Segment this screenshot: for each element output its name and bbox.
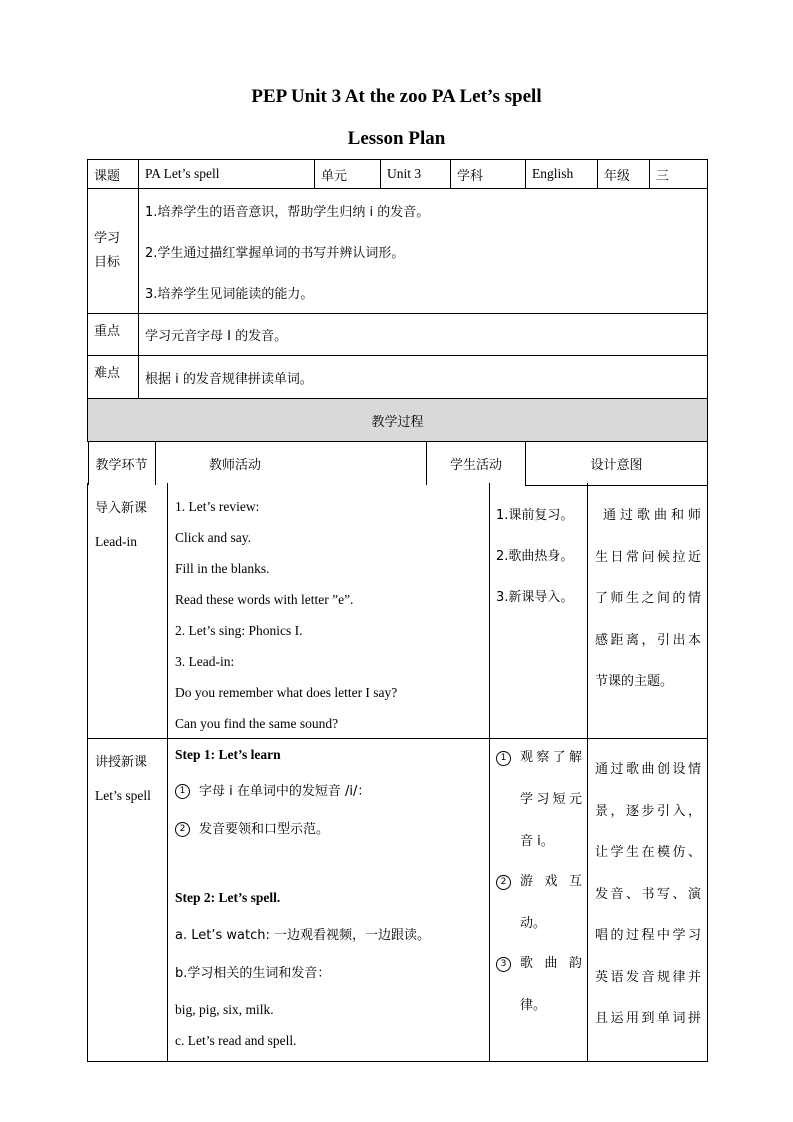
subject-label: 学科 [451, 160, 526, 189]
leadin-student: 1.课前复习。 2.歌曲热身。 3.新课导入。 [496, 508, 574, 605]
col-stage: 教学环节 [88, 442, 155, 485]
process-header-row [88, 399, 708, 442]
leadin-teacher: 1. Let’s review: Click and say. Fill in the blanks. Read these words with letter ”e”. 2. Let’s sing: Phonics I. 3. Lead-in: Do you remember what does letter I say? Can you find the same sound? [175, 499, 398, 731]
leadin-design: 通过歌曲和师 生日常问候拉近 了师生之间的情 感距离，引出本 节课的主题。 [595, 508, 701, 689]
unit-label: 单元 [315, 160, 381, 189]
unit-value: Unit 3 [381, 160, 451, 189]
number-circle-1: 1 [175, 784, 190, 799]
objective-item: 1.培养学生的语音意识，帮助学生归纳 i 的发音。 [145, 205, 430, 220]
objectives-list [139, 189, 708, 314]
subject-value: English [526, 160, 598, 189]
objectives-label: 学习 目标 [88, 189, 139, 314]
teach-stage: 讲授新课 Let’s spell [95, 755, 151, 803]
teach-design: 通过歌曲创设情 景，逐步引入， 让学生在模仿、 发音、书写、演 唱的过程中学习 英语发音规律并 且运用到单词拼 [595, 762, 701, 1026]
info-row [88, 160, 708, 189]
key-point-label: 重点 [88, 314, 139, 356]
topic-label: 课题 [88, 160, 139, 189]
step2-title: Step 2: Let’s spell. [175, 890, 281, 905]
document-subtitle: Lesson Plan [347, 128, 446, 149]
col-teacher: 教师活动 [208, 458, 261, 473]
grade-label: 年级 [598, 160, 650, 189]
col-student: 学生活动 [427, 442, 526, 485]
objective-item: 2.学生通过描红掌握单词的书写并辨认词形。 [145, 246, 405, 261]
lesson-plan-table [87, 159, 708, 486]
difficulty-label: 难点 [88, 356, 139, 399]
objectives-row [88, 189, 708, 314]
key-point-value: 学习元音字母 I 的发音。 [139, 314, 708, 356]
step1-title: Step 1: Let’s learn [175, 747, 281, 762]
column-header-row [88, 442, 708, 486]
topic-value: PA Let’s spell [139, 160, 315, 189]
process-header: 教学过程 [88, 399, 708, 442]
number-circle-2: 2 [175, 822, 190, 837]
objective-item: 3.培养学生见词能读的能力。 [145, 287, 314, 302]
leadin-stage: 导入新课 Lead-in [95, 501, 148, 549]
teach-teacher: Step 1: Let’s learn 1 字母 i 在单词中的发短音 /i/： 2 发音要领和口型示范。 Step 2: Let’s spell. a. Let’s watch: 一边观看视频，一边跟读。 b.学习相关的生词和发音： big, pig, six, milk. c. Let’s read and spell. [175, 745, 485, 1051]
grade-value: 三 [650, 160, 708, 189]
teach-student: 1 观察了解 学习短元 音 i。 2 游戏互 动。 3 歌曲韵 律。 [496, 751, 584, 1027]
process-body [87, 483, 708, 1062]
key-point-row [88, 314, 708, 356]
difficulty-row [88, 356, 708, 399]
col-design: 设计意图 [526, 442, 708, 486]
difficulty-value: 根据 i 的发音规律拼读单词。 [139, 356, 708, 399]
document-title: PEP Unit 3 At the zoo PA Let’s spell [251, 86, 542, 107]
